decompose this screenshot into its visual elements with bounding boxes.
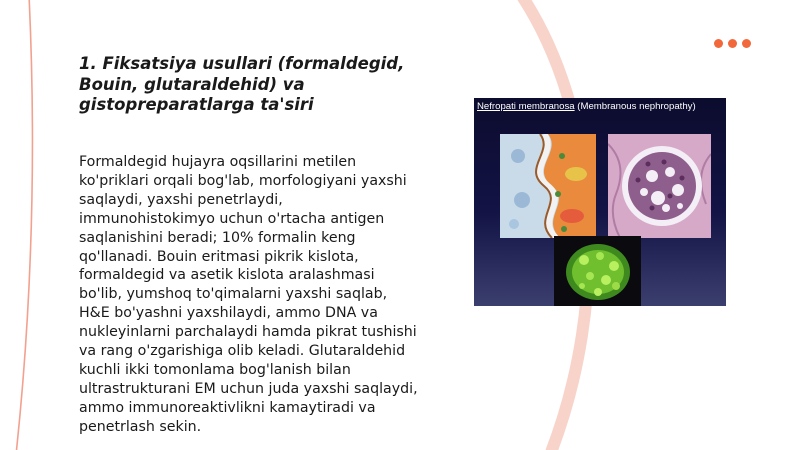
glomerulus-micrograph xyxy=(608,134,711,238)
immunofluorescence-panel xyxy=(554,236,641,306)
decorative-dots xyxy=(714,39,751,48)
left-thin-arc xyxy=(16,0,32,450)
slide-body-text: Formaldegid hujayra oqsillarini metilen ko'priklari orqali bog'lab, morfologiyani yaxshi saqlaydi, yaxshi penetrlaydi, immunohistokimyo uchun o'rtacha antigen saqlanishini beradi; 10% formalin keng qo'llanadi. Bouin eritmasi pikrik kislota, formaldegid va asetik kislota aralashmasi bo'lib, yumshoq to'qimalarni yaxshi saqlab, H&E bo'yashni yaxshilaydi, ammo DNA va nukleyinlarni parchalaydi hamda pikrat tushishi va rang o'zgarishiga olib keladi. Glutaraldehid kuchli ikki tomonlama bog'lanish bilan ultrastrukturani EM uchun juda yaxshi saqlaydi, ammo immunoreaktivlikni kamaytiradi va penetrlash sekin. xyxy=(79,154,418,435)
dot xyxy=(742,39,751,48)
dot xyxy=(728,39,737,48)
schematic-illustration xyxy=(500,134,596,238)
figure-caption-text: (Membranous nephropathy) xyxy=(574,101,696,112)
dot xyxy=(714,39,723,48)
schematic-panel xyxy=(500,134,596,238)
slide-title: 1. Fiksatsiya usullari (formaldegid, Bouin, glutaraldehid) va gistopreparatlarga ta'siri xyxy=(79,54,405,114)
figure-caption xyxy=(477,101,696,112)
granular-staining-image xyxy=(554,236,641,306)
figure-caption-link[interactable]: Nefropati membranosa xyxy=(477,101,575,112)
histology-panel xyxy=(608,134,711,238)
nephropathy-figure xyxy=(474,98,726,306)
